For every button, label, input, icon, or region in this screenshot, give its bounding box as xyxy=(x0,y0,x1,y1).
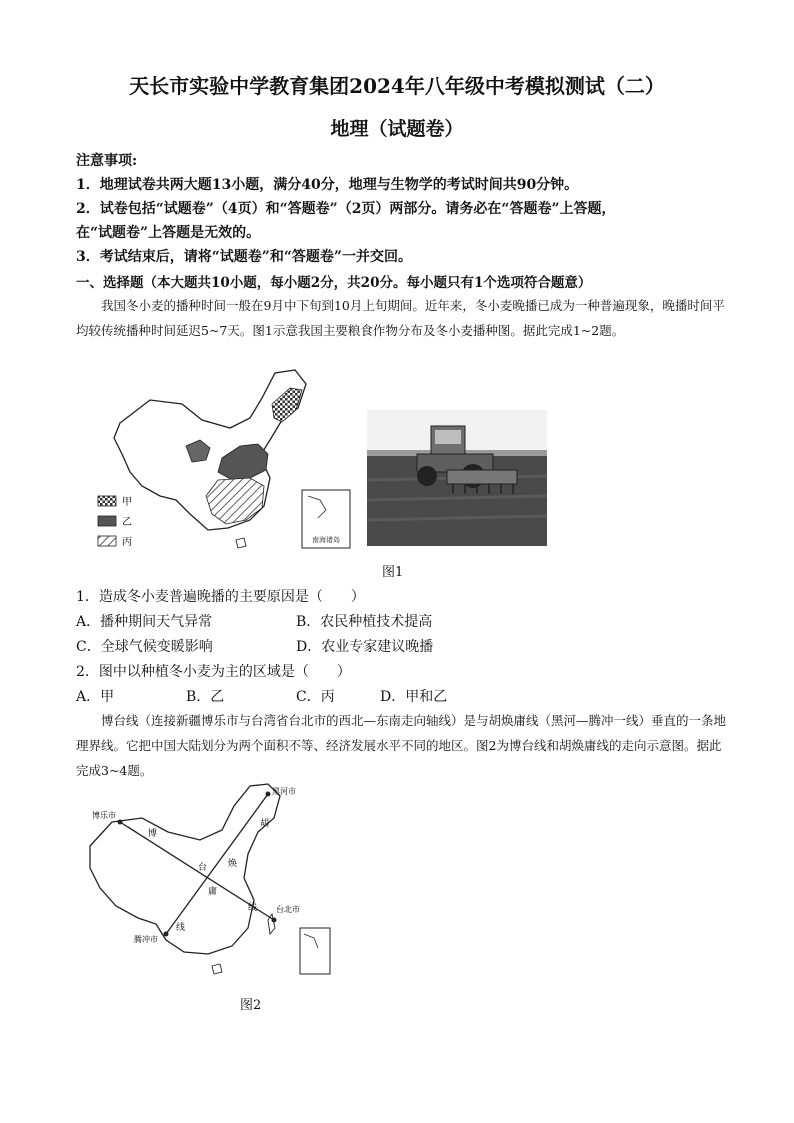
figure1-caption: 图1 xyxy=(382,565,404,580)
exam-title: 天长市实验中学教育集团2024年八年级中考模拟测试（二） xyxy=(129,74,665,98)
botai-char: 台 xyxy=(198,863,208,873)
legend-label-bing: 丙 xyxy=(122,537,132,548)
legend-swatch-bing xyxy=(98,536,116,546)
legend-swatch-jia xyxy=(98,496,116,506)
hainan-island xyxy=(236,538,246,548)
hu-char: 焕 xyxy=(228,859,238,869)
section-heading: 一、选择题（本大题共10小题，每小题2分，共20分。每小题只有1个选项符合题意） xyxy=(76,275,592,291)
figure1-tractor-photo xyxy=(367,410,547,546)
hu-char: 胡 xyxy=(260,819,270,829)
q2-option-b: B．乙 xyxy=(186,689,225,705)
question-1-stem: 1．造成冬小麦普遍晚播的主要原因是（ ） xyxy=(76,589,365,605)
city-bole: 博乐市 xyxy=(92,811,116,820)
city-heihe: 黑河市 xyxy=(272,787,296,796)
intro-paragraph-2: 博台线（连接新疆博乐市与台湾省台北市的西北—东南走向轴线）是与胡焕庸线（黑河—腾冲一线）垂直的一条地理界线。它把中国大陆划分为两个面积不等、经济发展水平不同的地区。图2为博台线和胡焕庸线的走向示意图。据此完成3~4题。 xyxy=(76,713,727,778)
figure2-line-map xyxy=(72,782,342,984)
note-item: 2．试卷包括“试题卷”（4页）和“答题卷”（2页）两部分。请务必在“答题卷”上答题， xyxy=(76,201,616,217)
botai-char: 线 xyxy=(248,903,258,913)
figure2-caption: 图2 xyxy=(240,998,262,1013)
note-item: 在“试题卷”上答题是无效的。 xyxy=(76,225,261,241)
q2-option-a: A．甲 xyxy=(76,689,115,705)
q1-option-c: C．全球气候变暖影响 xyxy=(76,639,213,655)
note-item: 1．地理试卷共两大题13小题，满分40分，地理与生物学的考试时间共90分钟。 xyxy=(76,177,579,193)
exam-subtitle: 地理（试题卷） xyxy=(330,118,464,140)
hu-char: 线 xyxy=(176,923,186,933)
inset-label: 南海诸岛 xyxy=(312,536,340,544)
legend-label-jia: 甲 xyxy=(122,497,132,508)
city-taibei: 台北市 xyxy=(276,905,300,914)
q1-option-a: A．播种期间天气异常 xyxy=(76,614,213,630)
question-2-stem: 2．图中以种植冬小麦为主的区域是（ ） xyxy=(76,664,351,680)
south-china-sea-inset-fig2 xyxy=(300,928,330,974)
q1-option-b: B．农民种植技术提高 xyxy=(296,614,433,630)
hu-char: 庸 xyxy=(208,887,218,897)
note-item: 3．考试结束后，请将“试题卷”和“答题卷”一并交回。 xyxy=(76,249,412,265)
intro-paragraph-1: 我国冬小麦的播种时间一般在9月中下旬到10月上旬期间。近年来，冬小麦晚播已成为一种普遍现象，晚播时间平均较传统播种时间延迟5~7天。图1示意我国主要粮食作物分布及冬小麦播种图。据此完成1~2题。 xyxy=(76,298,725,338)
q2-option-c: C．丙 xyxy=(296,689,335,705)
q1-option-d: D．农业专家建议晚播 xyxy=(296,639,434,655)
botai-char: 博 xyxy=(148,829,158,839)
figure1-crop-map xyxy=(90,368,360,554)
legend-swatch-yi xyxy=(98,516,116,526)
legend-label-yi: 乙 xyxy=(122,517,132,528)
q2-option-d: D．甲和乙 xyxy=(380,689,448,705)
notes-heading: 注意事项: xyxy=(76,153,138,169)
city-tengchong: 腾冲市 xyxy=(134,935,158,944)
hainan-island-fig2 xyxy=(212,964,222,974)
